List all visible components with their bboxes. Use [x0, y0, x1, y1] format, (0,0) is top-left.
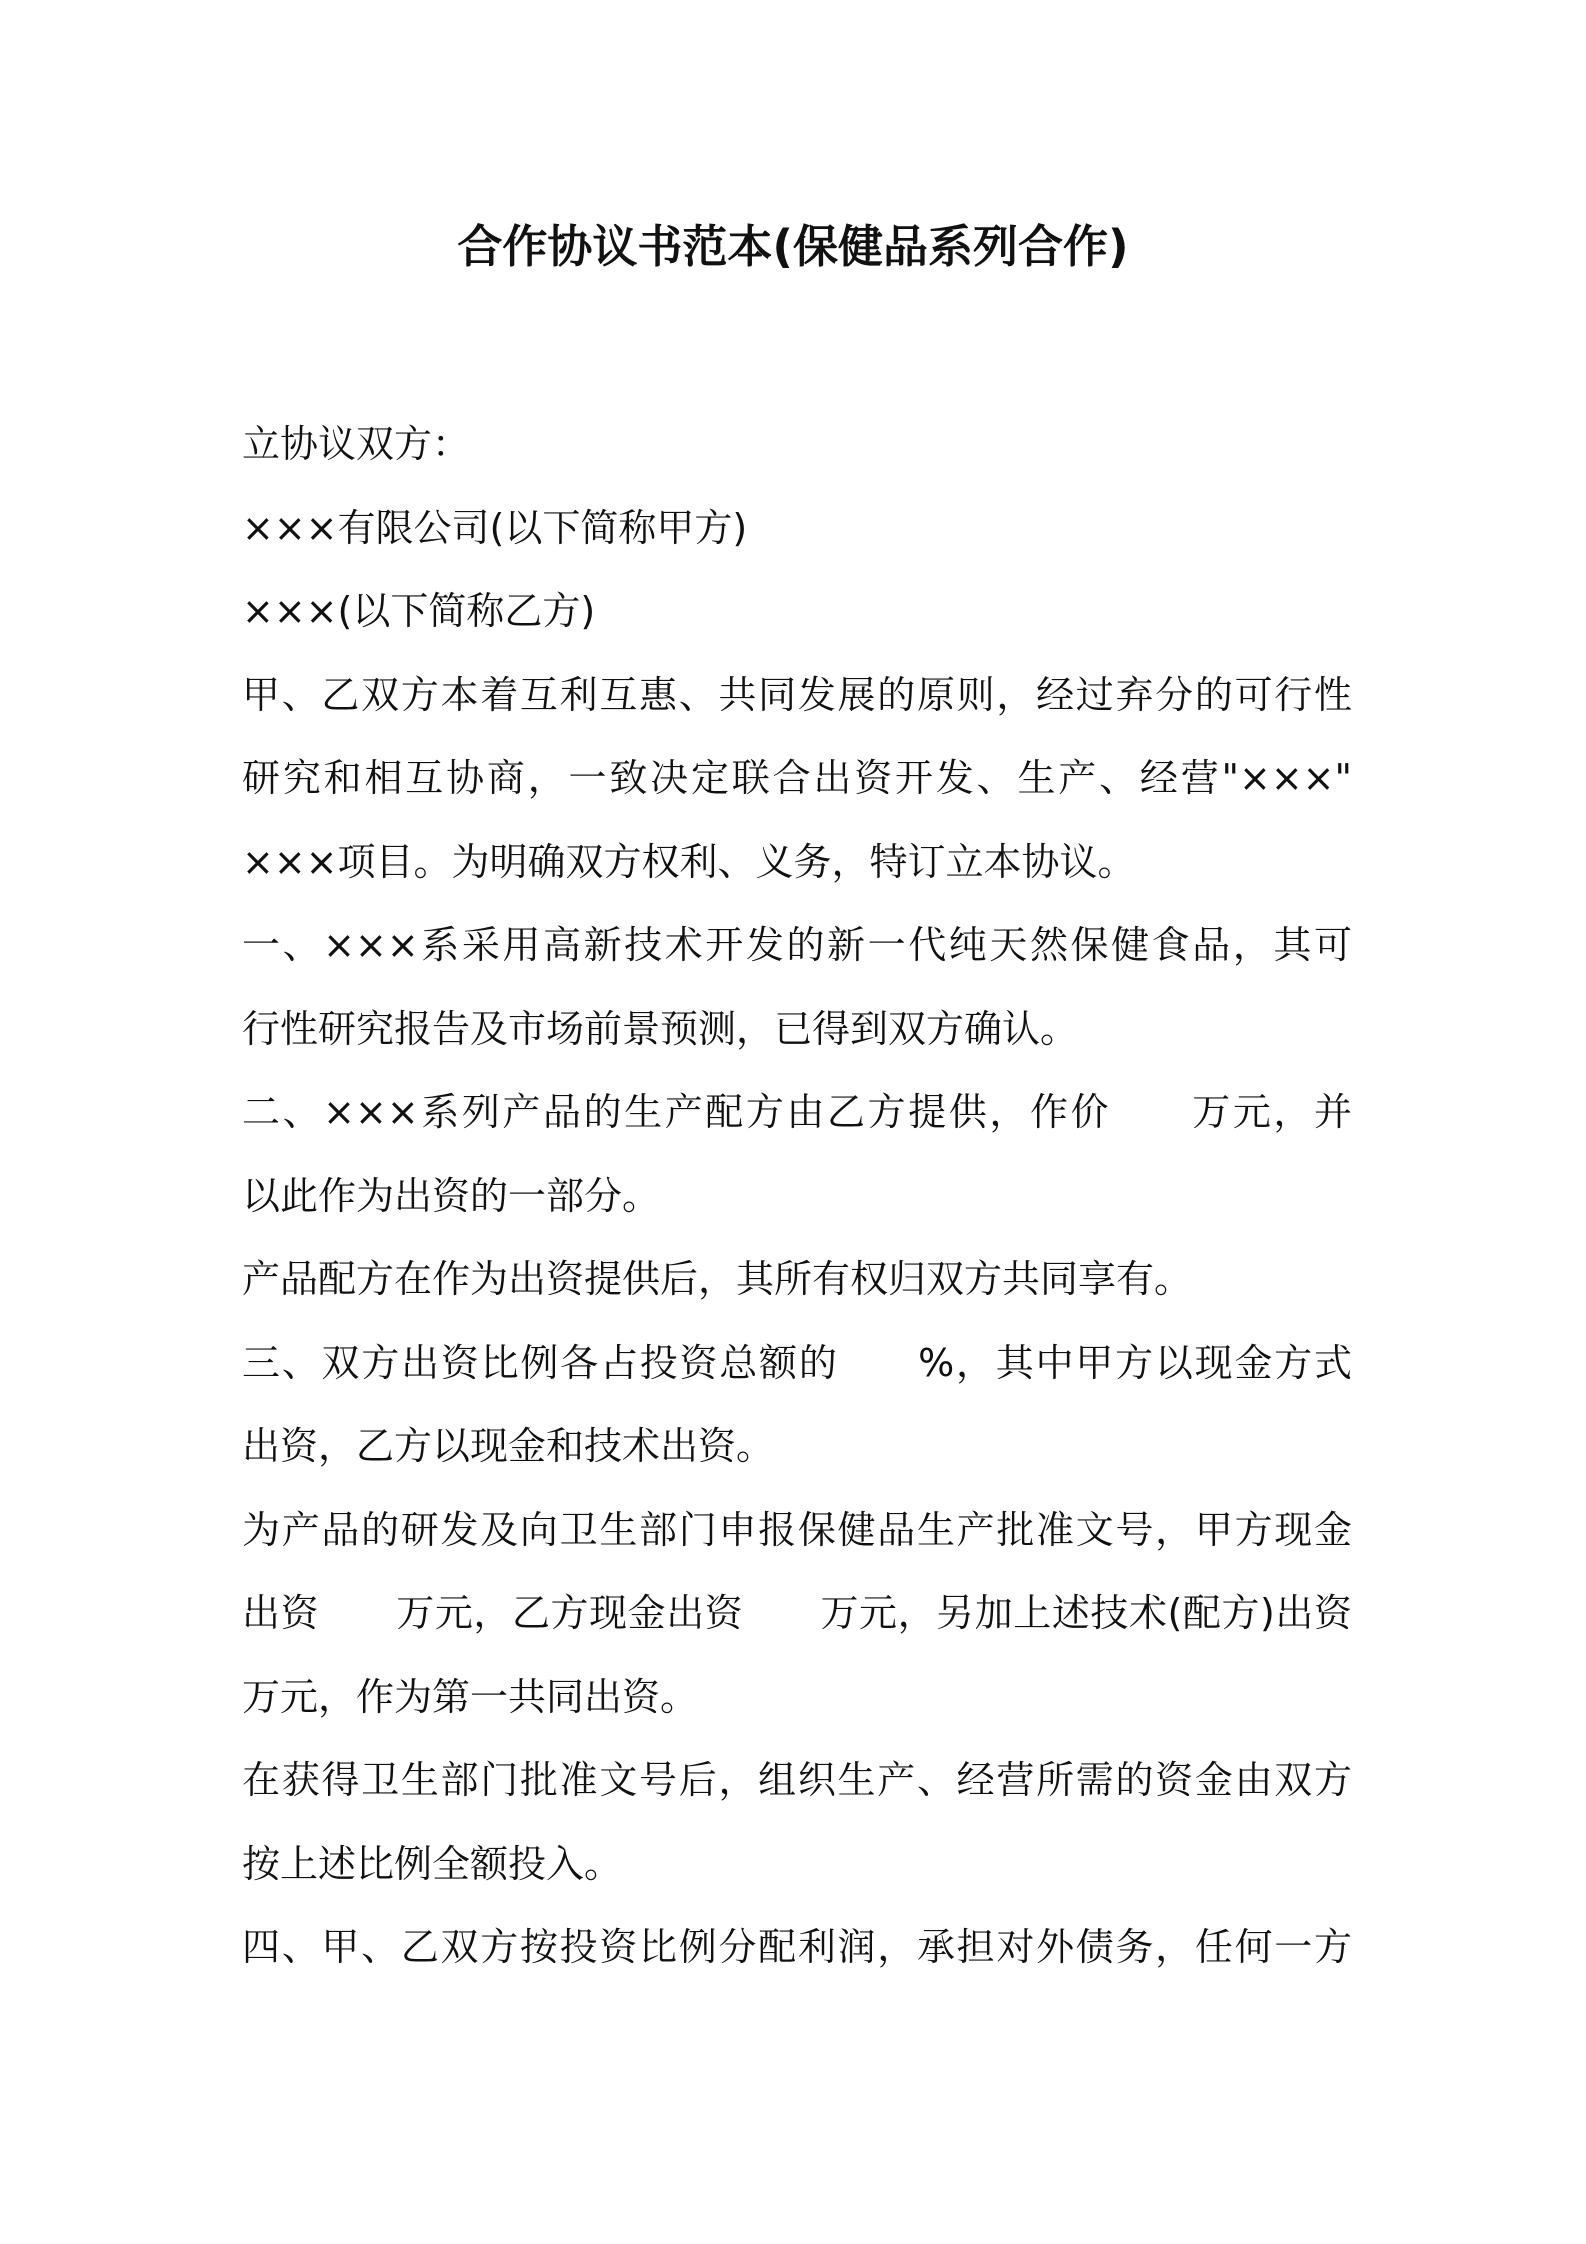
clause-3-line-4: 出资 万元，乙方现金出资 万元，另加上述技术(配方)出资 [242, 1591, 1352, 1635]
document-title: 合作协议书范本(保健品系列合作) [457, 220, 1129, 273]
preamble-line-2: 研究和相互协商，一致决定联合出资开发、生产、经营"×××" [242, 756, 1352, 800]
clause-3-line-1: 三、双方出资比例各占投资总额的 %，其中甲方以现金方式 [242, 1340, 1352, 1385]
preamble-line-3: ×××项目。为明确双方权利、义务，特订立本协议。 [242, 839, 1136, 884]
clause-3-line-6: 在获得卫生部门批准文号后，组织生产、经营所需的资金由双方 [242, 1758, 1352, 1802]
document-body [242, 403, 1352, 1990]
clause-1-line-1: 一、×××系采用高新技术开发的新一代纯天然保健食品，其可 [242, 923, 1352, 967]
clause-2-line-3: 产品配方在作为出资提供后，其所有权归双方共同享有。 [242, 1257, 1193, 1301]
clause-1-line-2: 行性研究报告及市场前景预测，已得到双方确认。 [242, 1006, 1079, 1051]
parties-heading: 立协议双方： [242, 422, 471, 466]
clause-3-line-3: 为产品的研发及向卫生部门申报保健品生产批准文号，甲方现金 [242, 1507, 1352, 1552]
clause-3-line-7: 按上述比例全额投入。 [242, 1841, 623, 1886]
clause-2-line-2: 以此作为出资的一部分。 [242, 1173, 661, 1218]
party-a-line: ×××有限公司(以下简称甲方) [242, 505, 748, 550]
clause-2-line-1: 二、×××系列产品的生产配方由乙方提供，作价 万元，并 [242, 1090, 1352, 1134]
clause-4-line-1: 四、甲、乙双方按投资比例分配利润，承担对外债务，任何一方 [242, 1925, 1352, 1969]
party-b-line: ×××(以下简称乙方) [242, 589, 596, 633]
preamble-line-1: 甲、乙双方本着互利互惠、共同发展的原则，经过弃分的可行性 [242, 672, 1352, 717]
clause-3-line-5: 万元，作为第一共同出资。 [242, 1674, 699, 1719]
clause-3-line-2: 出资，乙方以现金和技术出资。 [242, 1424, 775, 1468]
